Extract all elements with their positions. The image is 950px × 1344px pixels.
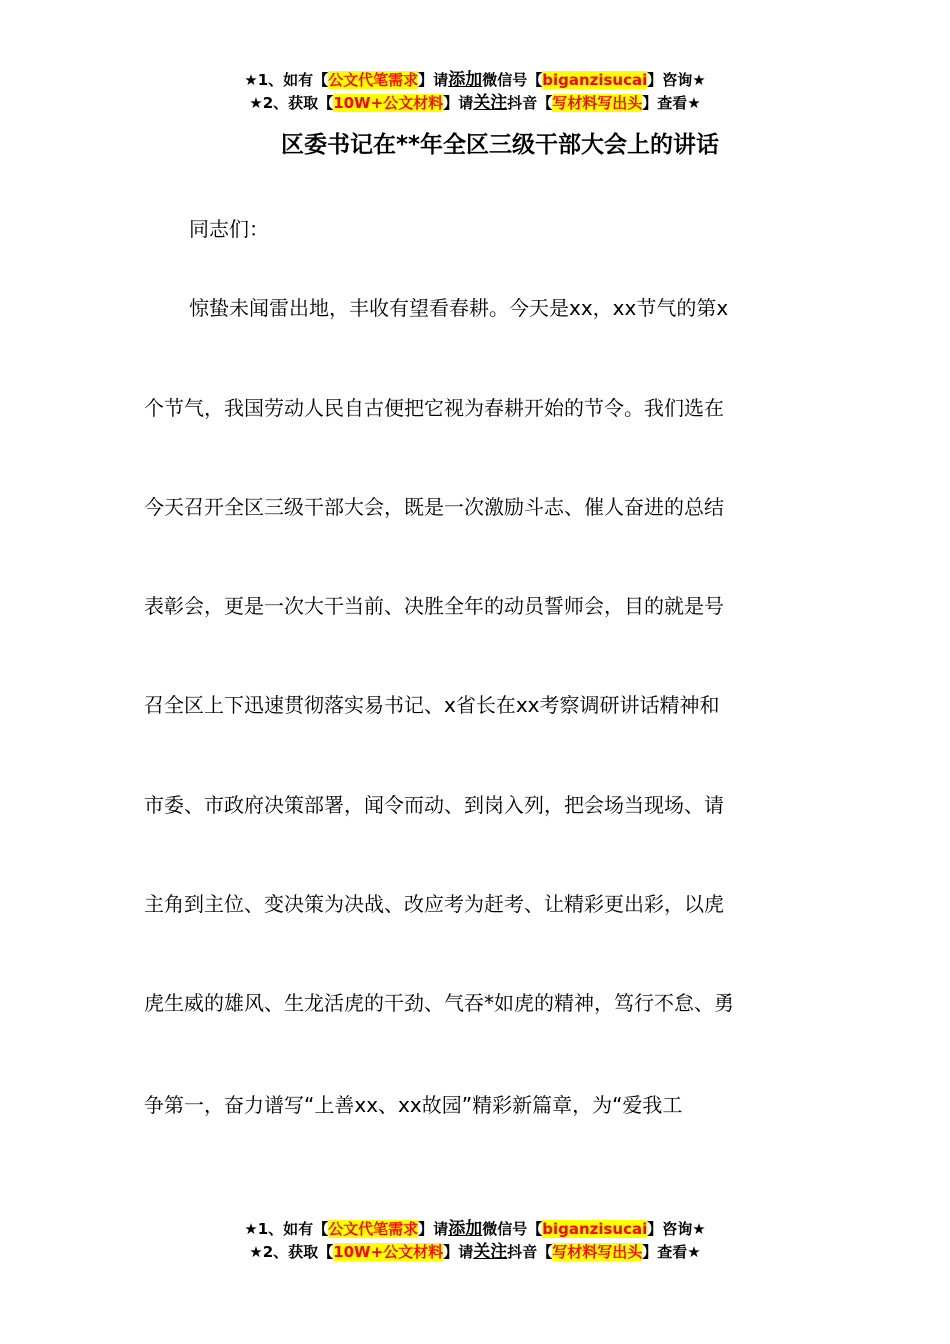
banner-text: 】请 [418, 1220, 449, 1238]
banner-text: 】查看★ [642, 1243, 701, 1261]
banner-highlight: 公文代笔需求 [328, 71, 419, 89]
banner-text: 抖音【 [507, 94, 553, 112]
body-line: 主角到主位、变决策为决战、改应考为赶考、让精彩更出彩，以虎 [144, 892, 724, 916]
banner-text: ★1、如有【 [244, 1220, 329, 1238]
body-line: 市委、市政府决策部署，闻令而动、到岗入列，把会场当现场、请 [144, 793, 724, 817]
banner-emphasis: 添加 [448, 70, 483, 90]
footer-banner-line-1 [0, 1218, 950, 1241]
footer-banner [0, 1218, 950, 1264]
banner-text: 】请 [443, 1243, 474, 1261]
banner-douyin-id: 写材料写出头 [552, 94, 643, 112]
banner-emphasis: 关注 [473, 93, 508, 113]
body-line: 个节气，我国劳动人民自古便把它视为春耕开始的节令。我们选在 [144, 396, 724, 420]
banner-text: 】请 [443, 94, 474, 112]
banner-text: 微信号【 [482, 1220, 543, 1238]
body-line: 争第一，奋力谱写“上善xx、xx故园”精彩新篇章，为“爱我工 [144, 1093, 683, 1117]
banner-text: ★2、获取【 [249, 94, 334, 112]
body-line: 表彰会，更是一次大干当前、决胜全年的动员誓师会，目的就是号 [144, 594, 724, 618]
body-line: 惊蛰未闻雷出地，丰收有望看春耕。今天是xx，xx节气的第x [189, 296, 729, 320]
banner-highlight: 10W+公文材料 [333, 94, 444, 112]
banner-highlight: 10W+公文材料 [333, 1243, 444, 1261]
banner-text: 】咨询★ [647, 71, 706, 89]
salutation: 同志们： [189, 217, 269, 241]
banner-text: 】查看★ [642, 94, 701, 112]
banner-text: 】咨询★ [647, 1220, 706, 1238]
banner-highlight: 公文代笔需求 [328, 1220, 419, 1238]
body-line: 虎生威的雄风、生龙活虎的干劲、气吞*如虎的精神，笃行不怠、勇 [144, 991, 734, 1015]
banner-wechat-id: biganzisucai [542, 1220, 648, 1238]
header-banner-line-2 [0, 92, 950, 115]
banner-text: 抖音【 [507, 1243, 553, 1261]
banner-text: 】请 [418, 71, 449, 89]
document-title: 区委书记在**年全区三级干部大会上的讲话 [280, 132, 720, 158]
banner-emphasis: 关注 [473, 1242, 508, 1262]
banner-text: 微信号【 [482, 71, 543, 89]
body-line: 召全区上下迅速贯彻落实易书记、x省长在xx考察调研讲话精神和 [144, 693, 720, 717]
header-banner [0, 69, 950, 115]
banner-emphasis: 添加 [448, 1219, 483, 1239]
banner-text: ★1、如有【 [244, 71, 329, 89]
body-line: 今天召开全区三级干部大会，既是一次激励斗志、催人奋进的总结 [144, 495, 724, 519]
header-banner-line-1 [0, 69, 950, 92]
banner-douyin-id: 写材料写出头 [552, 1243, 643, 1261]
banner-text: ★2、获取【 [249, 1243, 334, 1261]
footer-banner-line-2 [0, 1241, 950, 1264]
banner-wechat-id: biganzisucai [542, 71, 648, 89]
